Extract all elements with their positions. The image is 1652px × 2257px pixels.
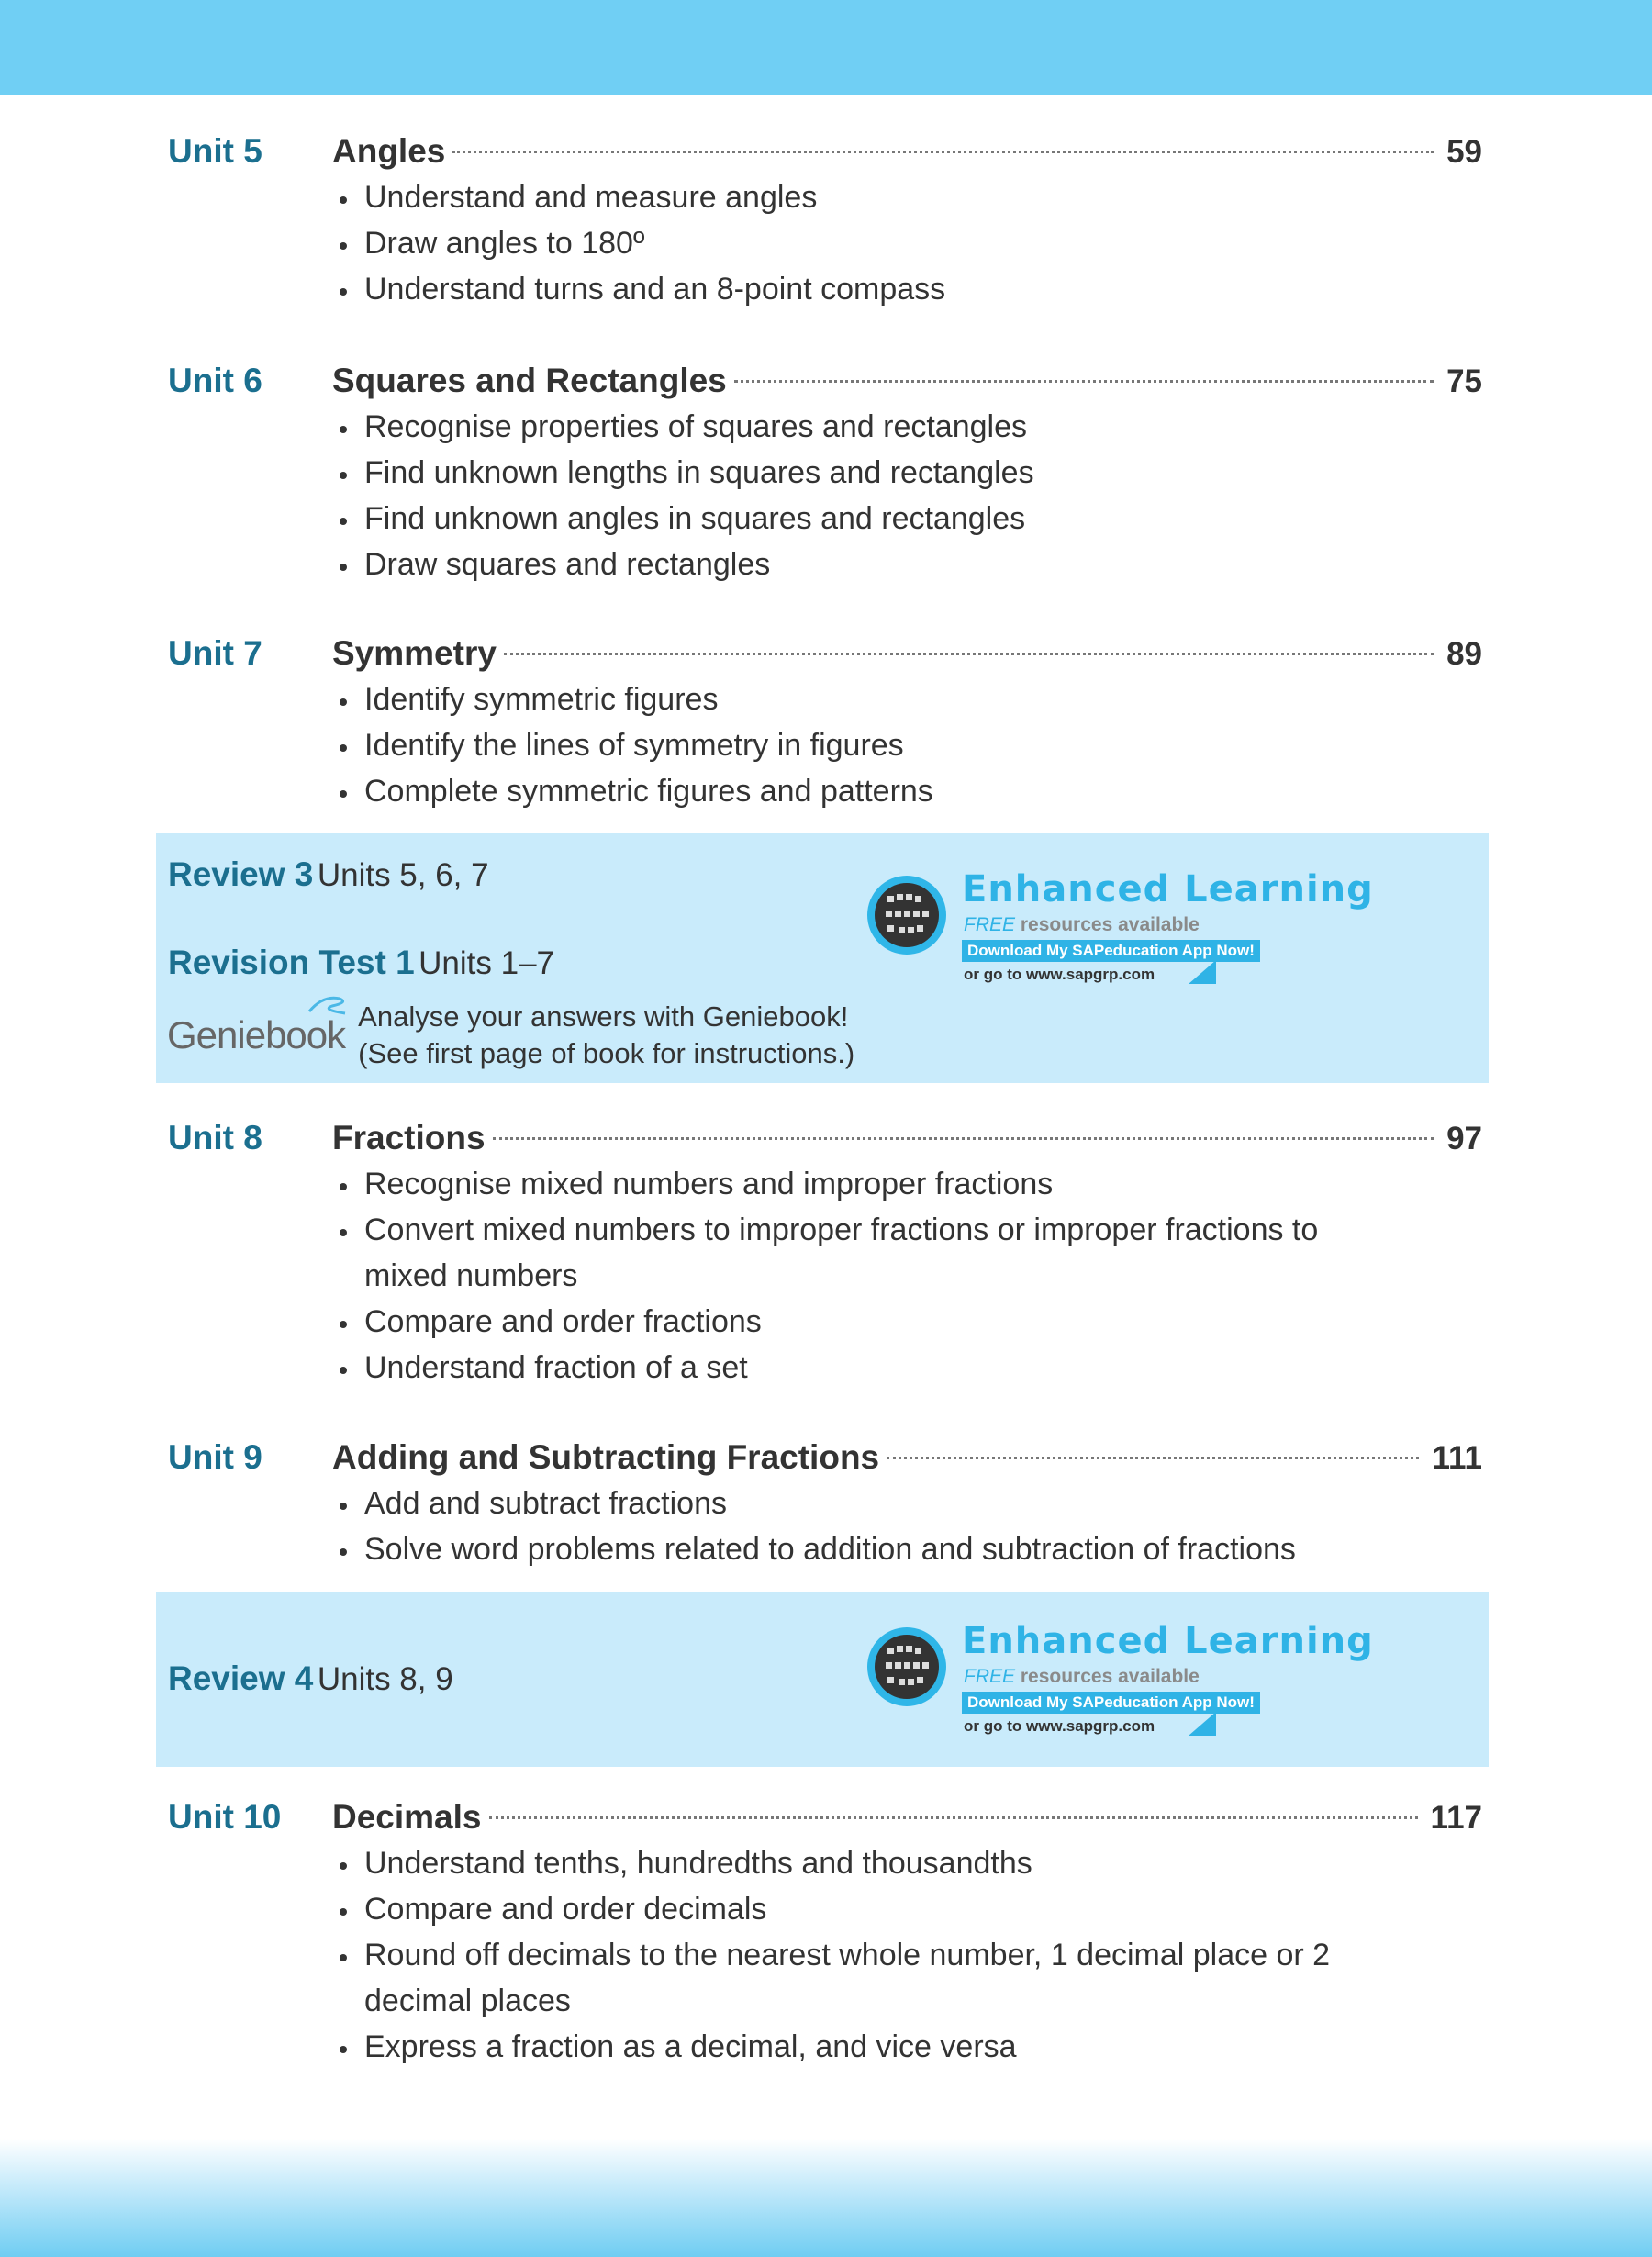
website-link[interactable]: or go to www.sapgrp.com: [964, 1717, 1155, 1735]
geniebook-line-2: (See first page of book for instructions.): [358, 1037, 855, 1069]
resources-label: resources available: [1020, 1666, 1200, 1687]
list-item: Understand fraction of a set: [340, 1345, 1395, 1391]
list-item: Identify the lines of symmetry in figures: [340, 722, 1482, 768]
unit-label: Unit 7: [168, 634, 262, 672]
dot-leader: [452, 151, 1434, 153]
unit-7-entry: [168, 631, 1482, 814]
top-band: [0, 0, 1652, 95]
download-app-button[interactable]: Download My SAPeducation App Now!: [962, 940, 1260, 962]
bottom-band: [0, 2139, 1652, 2257]
dot-leader: [493, 1137, 1434, 1140]
geniebook-note: [167, 999, 854, 1072]
page-number: 111: [1432, 1440, 1482, 1476]
unit-label: Unit 5: [168, 132, 262, 170]
revision-test-label: Revision Test 1: [168, 944, 415, 981]
page-number: 97: [1446, 1121, 1482, 1156]
list-item: Round off decimals to the nearest whole number, 1 decimal place or 2 decimal places: [340, 1932, 1386, 2024]
unit-title[interactable]: Fractions: [332, 1119, 486, 1156]
list-item: Find unknown lengths in squares and rectangles: [340, 450, 1482, 496]
speech-tail-icon: [1161, 960, 1216, 984]
dot-leader: [489, 1816, 1418, 1819]
dot-leader: [504, 653, 1434, 655]
enhanced-learning-banner[interactable]: [867, 868, 1418, 988]
download-app-button[interactable]: Download My SAPeducation App Now!: [962, 1692, 1260, 1714]
enhanced-learning-logo-icon: [867, 1627, 946, 1706]
unit-label: Unit 6: [168, 362, 262, 399]
list-item: Recognise properties of squares and rectangles: [340, 404, 1482, 450]
dot-leader: [734, 380, 1434, 383]
list-item: Understand tenths, hundredths and thousandths: [340, 1840, 1386, 1886]
review-4-box: [156, 1592, 1489, 1767]
page-number: 75: [1446, 363, 1482, 399]
list-item: Recognise mixed numbers and improper fractions: [340, 1161, 1395, 1207]
unit-5-entry: [168, 128, 1482, 312]
unit-label: Unit 10: [168, 1798, 282, 1836]
unit-8-entry: [168, 1115, 1482, 1391]
list-item: Draw squares and rectangles: [340, 542, 1482, 587]
page-number: 117: [1430, 1800, 1482, 1836]
unit-10-entry: [168, 1794, 1482, 2070]
revision-test-units: Units 1–7: [419, 945, 555, 981]
unit-title[interactable]: Squares and Rectangles: [332, 362, 727, 399]
genie-swirl-icon: [305, 993, 351, 1017]
resources-label: resources available: [1020, 914, 1200, 935]
unit-label: Unit 8: [168, 1119, 262, 1156]
review-3-box: [156, 833, 1489, 1083]
geniebook-line-1: Analyse your answers with Geniebook!: [358, 1000, 849, 1033]
review-label: Review 3: [168, 855, 314, 893]
free-label: FREE: [964, 1666, 1016, 1687]
list-item: Understand turns and an 8-point compass: [340, 266, 1482, 312]
list-item: Compare and order decimals: [340, 1886, 1386, 1932]
enhanced-learning-banner[interactable]: [867, 1620, 1418, 1739]
review-units: Units 8, 9: [317, 1661, 453, 1697]
page-number: 89: [1446, 636, 1482, 672]
list-item: Understand and measure angles: [340, 174, 1482, 220]
review-label: Review 4: [168, 1659, 314, 1697]
unit-9-entry: [168, 1435, 1482, 1572]
enhanced-learning-logo-icon: [867, 876, 946, 955]
website-link[interactable]: or go to www.sapgrp.com: [964, 966, 1155, 983]
page-number: 59: [1446, 134, 1482, 170]
enhanced-learning-title: Enhanced Learning: [962, 1620, 1374, 1662]
list-item: Complete symmetric figures and patterns: [340, 768, 1482, 814]
speech-tail-icon: [1161, 1712, 1216, 1736]
unit-title[interactable]: Decimals: [332, 1798, 482, 1836]
list-item: Convert mixed numbers to improper fractions or improper fractions to mixed numbers: [340, 1207, 1395, 1299]
unit-label: Unit 9: [168, 1438, 262, 1476]
list-item: Identify symmetric figures: [340, 676, 1482, 722]
review-units: Units 5, 6, 7: [317, 857, 489, 893]
unit-title[interactable]: Angles: [332, 132, 446, 170]
list-item: Express a fraction as a decimal, and vice versa: [340, 2024, 1386, 2070]
list-item: Find unknown angles in squares and rectangles: [340, 496, 1482, 542]
enhanced-learning-title: Enhanced Learning: [962, 868, 1374, 911]
unit-title[interactable]: Adding and Subtracting Fractions: [332, 1438, 880, 1476]
dot-leader: [887, 1457, 1419, 1459]
list-item: Draw angles to 180º: [340, 220, 1482, 266]
list-item: Add and subtract fractions: [340, 1480, 1482, 1526]
list-item: Solve word problems related to addition and subtraction of fractions: [340, 1526, 1482, 1572]
free-label: FREE: [964, 914, 1016, 935]
unit-title[interactable]: Symmetry: [332, 634, 497, 672]
geniebook-logo: Geniebook: [167, 1013, 345, 1057]
list-item: Compare and order fractions: [340, 1299, 1395, 1345]
unit-6-entry: [168, 358, 1482, 587]
